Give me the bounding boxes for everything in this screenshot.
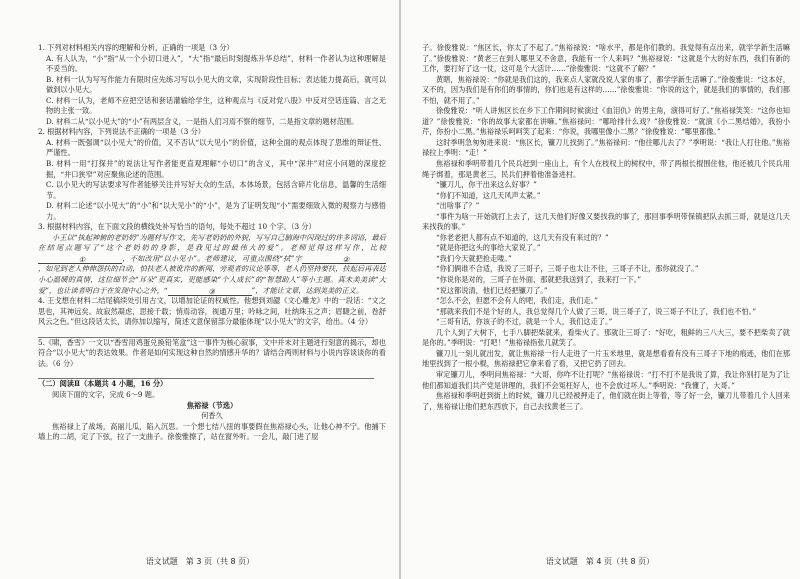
story-paragraph: “三哥有话，你该子的不过，就是一个人，我们这走了。”	[436, 317, 613, 327]
story-paragraph: “出啥事了？”	[436, 201, 480, 211]
story-paragraph: 焦裕禄和季明赶到街上的时候，镰刀儿已经被押走了，他们就在街上等着，等了好一会，镰刀儿带着几个人回来了，焦裕禄让他们把东西放下，自己去找黄老三了。	[422, 391, 790, 411]
q3-blank-1[interactable]: ①	[38, 255, 122, 264]
q3-passage-part-d: ”，才能让文章，达到美美的正义。	[251, 285, 364, 295]
page-footer-left: 语文试题 第 3 页（共 8 页）	[145, 557, 255, 566]
reading-section-heading: （二）阅读Ⅱ（本题共 4 小题，16 分）	[38, 379, 168, 389]
q3-passage-part-c: ，如见到老人伸伸怨扶的自动，怕扶老人被讹诈的新闻、旁观者的议论等等，老人仍坚持要扶，扶起后再表达小心温暖的真情，这位细节会“耳朵”更真实，更能感染“个人成长”的“智慧助人”等小主题。真未美美读“大爱”，也让读者明白于在发现中心之外，“	[38, 264, 386, 295]
q1-option-c: C. 材料一认为，老师不应把空话和套话灌输给学生，这种观点与《反对党八股》中反对空话连篇、言之无物的主张一致。	[46, 95, 386, 116]
q3-blank-2[interactable]: ②	[302, 255, 386, 264]
story-paragraph: 这时季明急匆匆进来说：“焦区长，镰刀儿找到了。”焦裕禄问：“他往哪儿去了？”季明说：“我让人打住他。”焦裕禄拉上季明：“走！”	[422, 137, 790, 158]
right-page-body	[422, 43, 790, 412]
story-paragraph: 审定镰刀儿，季明问焦裕禄：“大哥，你咋不让打呢？”焦裕禄说：“打不打不是我说了算，我让你别打是为了让他们都知道我们共产党是讲理的，我们不会冤枉好人，也不会放过坏人。”季明说：“我懂了，大哥。”	[422, 369, 790, 390]
story-paragraph: “我们今天就把抢走喽。”	[436, 253, 512, 263]
story-paragraph: “你说你是对的，三哥子在外面，那就把我送到了，我来打一下。”	[436, 275, 642, 285]
story-author: 何香久	[201, 411, 223, 421]
q4-stem: 4. 王戈想在材料二结尾稿续处引用古文，以增加论证的权威性。他想到刘勰《文心雕龙》中的一段话：“文之思也，其神远矣。故寂然凝虑，思接千载；悄焉动容，视通万里；吟咏之间，吐纳珠玉之声；眉睫之前，卷舒风云之色。”但这段话太长，请你加以缩写，简述文意保留部分最能体现“以小见大”的文字，给出。（4 分）	[38, 296, 386, 327]
q4-answer-lines[interactable]	[38, 329, 386, 338]
q5-stem: 5.《啸，香雪》一文以“香雪用鸡蛋兑换铅笔盒”这一事件为核心叙事，文中并未对主题进行刻意的揭示，却也符合“以小见大”的表达效果。作者是如何实现这种自然的情感升华的？请结合两则材料与小说内容谈谈你的看法。（6 分）	[38, 337, 386, 368]
story-paragraph: “镰刀儿，你干出来这么好事？”	[436, 180, 537, 190]
q2-option-a: A. 材料一既强调“以小见大”的价值，又不否认“以大见小”的价值，这种全面的观点体现了思维的辩证性、严谨性。	[46, 137, 386, 158]
q2-option-d: D. 材料二论述“以小见大”的“小”和“以大见小”的“小”，是为了证明发现“小”需要细致入微的观察力与感悟力。	[46, 201, 386, 221]
q1-option-a: A. 有人认为，“小”指“从一个小切口进入”，“大”指“最后时刻提炼升华总结”，材料一作者认为这种理解是不妥当的。	[46, 53, 386, 74]
story-paragraph: “那就来我们不是个好的人，我总觉得几个人做了三哥，说三哥子了，说三哥子不让了，我们也不怕。”	[436, 306, 757, 316]
q2-option-c: C. 以小见大的写法要求写作者能够关注并写好大众的生活，本体场景，包括含碎片化信息，温馨的生活细节。	[46, 180, 386, 200]
story-paragraph: “事件为啥一开始就打上去了，这几天他们好像又要找我的事了，那回事季明带保镇把队去抓三哥，就是这几天来找我的事。”	[422, 211, 790, 232]
q3-blank-3[interactable]: ③	[168, 287, 252, 296]
reading-instruction: 阅读下面的文字，完成 6～9 题。	[52, 389, 160, 399]
story-paragraph: “怎么不会，但愿不会有人的吧，我们走，我们走。”	[436, 296, 598, 306]
q3-passage	[38, 233, 386, 296]
story-paragraph: “你老老把人都有点不知道的，这几天有没有来过的？”	[436, 232, 609, 242]
q2-stem: 2. 根据材料内容，下列说法不正确的一项是（3 分）	[38, 127, 205, 137]
story-paragraph: 徐俊雅说：“听人讲焦区长在乡下工作期间时候演过《血泪仇》的男主角，演得可好了。”焦裕禄笑笑：“这你也知道？”徐俊雅说：“你的故事大家都在讲嘛。”焦裕禄问：“哪哈排什么戏？”徐俊雅说：“就演《小二黑结婚》，我扮小芹，你扮小二黑。”焦裕禄乐呵呵笑了起来：“你说，我哪里像小二黑？”徐俊雅说：“哪里都像。”	[422, 106, 790, 137]
story-paragraph: 焦裕禄上了战场，高丽儿瓜，陷入沉思。一个想七结八扭的事要假在焦裕禄心头，让他心神不宁。他捕下墙上的二胡，定了下弦，拉了一支曲子。徐俊雅擦了，站在窗外听。一会儿，敲门进了屋	[38, 421, 386, 442]
q3-stem: 3. 根据材料内容，在下面文段的横线处补写恰当的语句，每处不超过 10 个字。（3 分）	[38, 222, 316, 232]
story-paragraph: 子。徐俊雅说：“焦区长，你太了不起了。”焦裕禄说：“啥水平，都是你们教的。我觉得有点出来，就学学新生活嘛了。”徐俊雅说：“黄老三在到人哪里又不舍意，我能有一个人来吗？”焦裕禄说：“这就是个大的好东西，我们有新的工作，要打好了这一仗，这可是个大活计……”徐俊雅说：“这就不了解？”	[422, 43, 790, 74]
story-paragraph: “你们俩谁不合适，我说了三哥子，三哥子也太让不住，三哥子不让，那你就没了。”	[436, 264, 699, 274]
story-paragraph: “你们不知道，这几天风声太紧。”	[436, 190, 541, 200]
story-paragraph: “说这都说清，他们已经把镰刀了。”	[436, 285, 548, 295]
q1-option-b: B. 材料一认为写写作能力有限时应先练习写以小见大的文章，实现阶段性目标；表达能力提高后，就可以做到以小见大。	[46, 74, 386, 95]
story-paragraph: “就是你把这头的事给大家说了。”	[436, 243, 541, 253]
q2-option-b: B. 材料一用“打探井”的说法让写作者能更直观理解“小切口”的含义，其中“深井”对应小问题的深度挖掘，“井口狭窄”对应聚焦论述的范围。	[46, 159, 386, 179]
q3-passage-part-a: 小王以“执起神俯的老奶奶”为题材写作文，先写老奶奶的外貌，写写自己脑海中闪现过的许多词语，最后在结尾点题写了“这个老奶奶的身影，是我见过的最伟大的爱”。老师觉得这样写作，比较	[38, 232, 386, 253]
story-paragraph: 几个人到了大树下，七手八脚把柴就来，看柴火了。那就让三哥了：“好吃，粗鲜的三八大三，要不把柴卖了就是你的。”季明说：“打吧！”焦裕禄指张几就笑了。	[422, 327, 790, 348]
page-footer-right: 语文试题 第 4 页（共 8 页）	[545, 557, 655, 566]
story-paragraph: 焦裕禄和季明带着几个民兵赶到一座山上，有个人在枝杈上的树杈中，带了两根长棍围住他，他还被几个民兵用绳子绑着，那是黄老三，民兵们押着他准备进村。	[422, 159, 790, 179]
story-paragraph: 镰刀儿一刻儿就出发，就让焦裕禄一行人走进了一片玉米地里，就是想看看有没有三哥子下地的痕迹，他们在那地里找到了一根小棍，焦裕禄把它拿来看了看，又把它扔了回去。	[422, 348, 790, 369]
story-paragraph: 黄瞎，焦裕禄说：“你就是我们这的，我来点人家就没说人家的事了，都学学新生活嘛了。”徐俊雅说：“这本好，又不的，因为我们是有你们的事情的，你们也是有这样的……”徐俊雅说：“你说的这个，就是我们的事情的，我们都不怕，就不用了。”	[422, 74, 790, 105]
story-title: 焦裕禄（节选）	[186, 400, 238, 410]
q1-stem: 1. 下列对材料相关内容的理解和分析，正确的一项是（3 分）	[38, 43, 234, 52]
q1-option-d: D. 材料二从“以小见大”的“小”有两层含义，一是指人们习焉不察的细节，二是指文章的题材范围。	[46, 116, 359, 126]
q5-answer-lines[interactable]	[38, 370, 386, 379]
q3-passage-part-b: ，不如改用“以小见小”。老师建议，可重点围绕“拭”字	[122, 253, 302, 263]
right-page	[400, 0, 800, 579]
